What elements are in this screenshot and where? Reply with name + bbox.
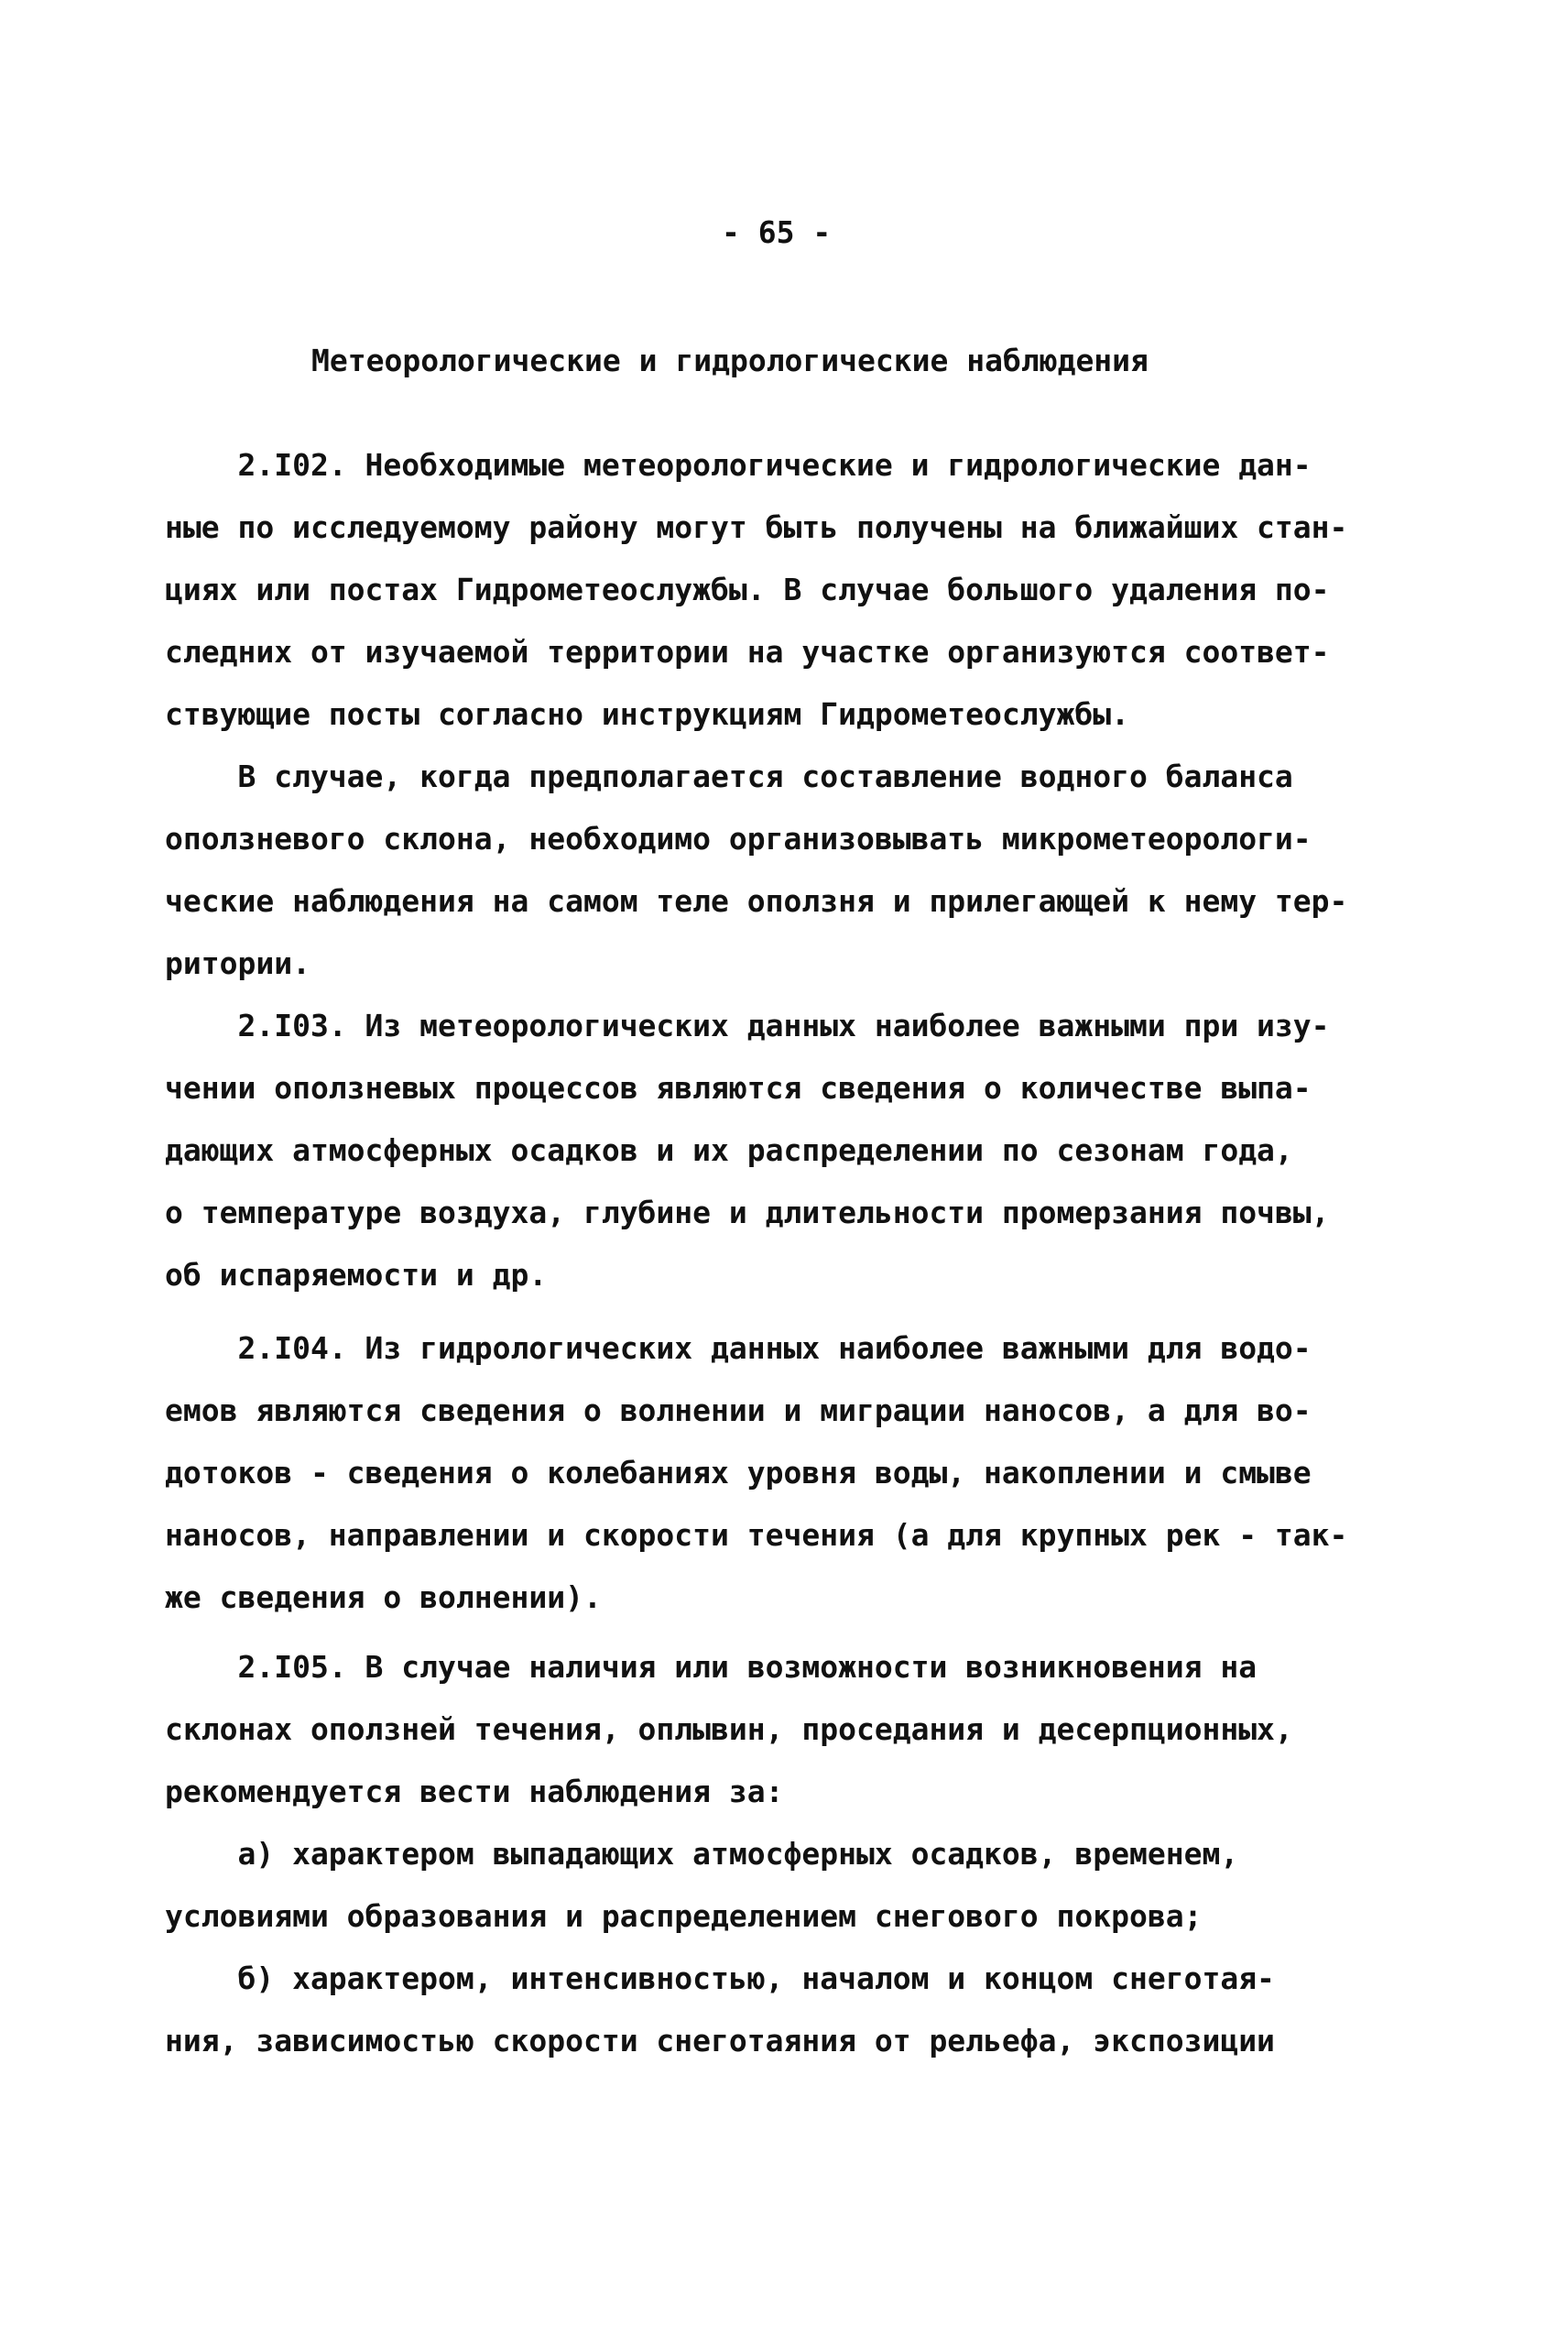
text-line: В случае, когда предполагается составление водного баланса xyxy=(165,759,1293,794)
text-line: наносов, направлении и скорости течения (а для крупных рек - так- xyxy=(165,1517,1348,1553)
text-line: ния, зависимостью скорости снеготаяния от рельефа, экспозиции xyxy=(165,2023,1275,2058)
text-line: следних от изучаемой территории на участке организуются соответ- xyxy=(165,634,1330,670)
text-line: условиями образования и распределением снегового покрова; xyxy=(165,1898,1203,1934)
page-number: - 65 - xyxy=(722,214,832,250)
text-line: емов являются сведения о волнении и миграции наносов, а для во- xyxy=(165,1392,1312,1428)
text-line: ритории. xyxy=(165,945,310,981)
text-line: дотоков - сведения о колебаниях уровня воды, накоплении и смыве xyxy=(165,1455,1312,1491)
text-line: склонах оползней течения, оплывин, проседания и десерпционных, xyxy=(165,1711,1293,1747)
text-line: 2.I02. Необходимые метеорологические и гидрологические дан- xyxy=(165,447,1312,483)
text-line: об испаряемости и др. xyxy=(165,1257,548,1293)
text-line: 2.I04. Из гидрологических данных наиболее важными для водо- xyxy=(165,1330,1312,1366)
text-line: 2.I05. В случае наличия или возможности возникновения на xyxy=(165,1649,1258,1685)
text-line: же сведения о волнении). xyxy=(165,1579,602,1615)
text-line: чении оползневых процессов являются сведения о количестве выпа- xyxy=(165,1070,1312,1106)
text-line: оползневого склона, необходимо организовывать микрометеорологи- xyxy=(165,821,1312,857)
text-line: 2.I03. Из метеорологических данных наиболее важными при изу- xyxy=(165,1008,1330,1043)
text-line: о температуре воздуха, глубине и длительности промерзания почвы, xyxy=(165,1195,1330,1230)
section-heading: Метеорологические и гидрологические наблюдения xyxy=(311,343,1149,378)
text-line: ческие наблюдения на самом теле оползня и прилегающей к нему тер- xyxy=(165,883,1348,919)
text-line: ные по исследуемому району могут быть получены на ближайших стан- xyxy=(165,509,1348,545)
text-line: дающих атмосферных осадков и их распределении по сезонам года, xyxy=(165,1132,1293,1168)
text-line: а) характером выпадающих атмосферных осадков, временем, xyxy=(165,1836,1239,1872)
text-line: б) характером, интенсивностью, началом и концом снеготая- xyxy=(165,1960,1275,1996)
text-line: циях или постах Гидрометеослужбы. В случае большого удаления по- xyxy=(165,572,1330,607)
text-line: рекомендуется вести наблюдения за: xyxy=(165,1774,784,1809)
text-line: ствующие посты согласно инструкциям Гидрометеослужбы. xyxy=(165,696,1129,732)
